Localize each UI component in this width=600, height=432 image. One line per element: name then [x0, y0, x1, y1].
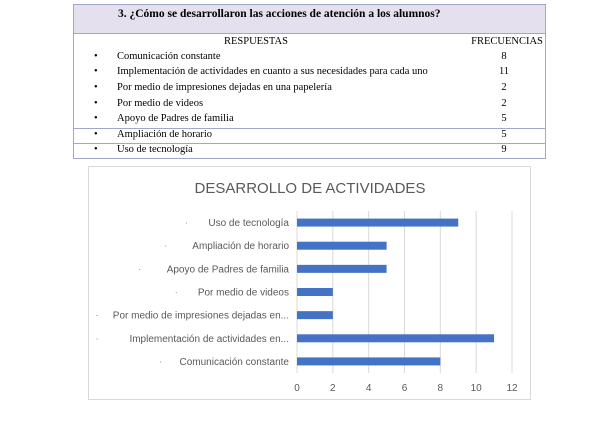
category-label: Implementación de actividades en...: [129, 333, 289, 345]
bar: [297, 311, 333, 319]
category-bullet: ·: [95, 310, 99, 321]
category-bullet: ·: [164, 240, 168, 251]
chart-frame: [88, 166, 531, 400]
row-label: Comunicación constante: [117, 51, 221, 62]
category-label: Ampliación de horario: [192, 241, 289, 253]
category-label: Apoyo de Padres de familia: [166, 264, 289, 276]
bullet-icon: •: [94, 98, 98, 109]
question-box: [73, 4, 546, 34]
x-tick-label: 8: [437, 383, 444, 394]
chart-title: DESARROLLO DE ACTIVIDADES: [194, 180, 426, 197]
category-bullet: ·: [174, 287, 178, 297]
x-tick-label: 10: [470, 383, 482, 394]
row-label: Por medio de impresiones dejadas en una papelería: [117, 82, 332, 93]
category-bullet: ·: [159, 356, 163, 367]
bar: [297, 265, 387, 273]
table-header: [74, 36, 545, 51]
category-bullet: ·: [185, 217, 189, 228]
x-tick-label: 2: [330, 383, 336, 394]
row-label: Apoyo de Padres de familia: [117, 113, 234, 124]
bar: [297, 288, 333, 296]
bullet-icon: •: [94, 66, 98, 77]
row-frequency: 2: [501, 98, 507, 109]
bar-chart: [89, 167, 532, 401]
category-label: Por medio de impresiones dejadas en...: [112, 310, 289, 322]
table-row: [74, 113, 545, 128]
category-bullet: ·: [95, 333, 99, 344]
bullet-icon: •: [94, 51, 98, 62]
row-frequency: 5: [501, 129, 507, 140]
bar: [297, 357, 440, 365]
category-bullet: ·: [138, 263, 142, 274]
x-tick-label: 0: [294, 383, 300, 394]
row-label: Por medio de videos: [117, 98, 204, 109]
bullet-icon: •: [94, 113, 98, 124]
table-row: [74, 82, 545, 97]
header-frequencies: FRECUENCIAS: [471, 36, 543, 47]
header-responses: RESPUESTAS: [224, 36, 288, 47]
table-row: [74, 129, 545, 144]
question-title: 3. ¿Cómo se desarrollaron las acciones de atención a los alumnos?: [118, 8, 441, 20]
bar: [297, 334, 494, 342]
x-tick-label: 12: [506, 383, 518, 394]
table-row: [74, 66, 545, 81]
row-label: Uso de tecnología: [117, 144, 193, 155]
row-label: Ampliación de horario: [117, 129, 213, 140]
bar: [297, 219, 458, 227]
row-frequency: 9: [501, 144, 507, 155]
category-label: Comunicación constante: [179, 356, 289, 368]
bar: [297, 242, 387, 250]
x-tick-label: 6: [401, 383, 408, 394]
row-frequency: 5: [501, 113, 507, 124]
table-row: [74, 51, 545, 66]
table-row: [74, 144, 545, 159]
table-row: [74, 98, 545, 113]
category-label: Por medio de videos: [197, 287, 289, 299]
category-label: Uso de tecnología: [208, 218, 289, 230]
x-tick-label: 4: [365, 383, 372, 394]
bullet-icon: •: [94, 144, 98, 155]
row-frequency: 11: [498, 66, 510, 77]
row-frequency: 2: [501, 82, 507, 93]
bullet-icon: •: [94, 82, 98, 93]
row-frequency: 8: [501, 51, 507, 62]
row-label: Implementación de actividades en cuanto a sus necesidades para cada uno: [117, 66, 428, 77]
bullet-icon: •: [94, 129, 98, 140]
responses-table: [73, 34, 546, 159]
